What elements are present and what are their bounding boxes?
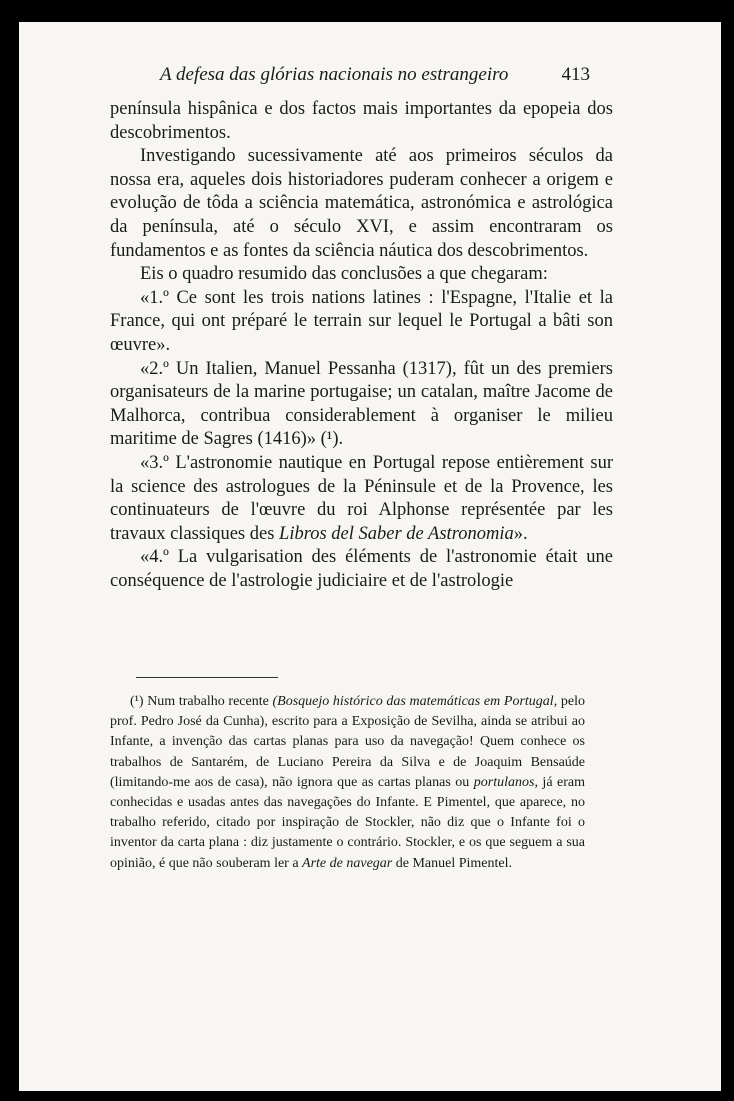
footnote-1-marker: (¹) Num trabalho recente — [130, 694, 273, 709]
page-number: 413 — [561, 64, 590, 85]
quote-3-text: «3.º L'astronomie nautique en Portugal repose entièrement sur la science des astrologues de la Péninsule et de la Provence, les continuateurs de l'œuvre du roi Alphonse représentée par les travaux classiques des — [110, 452, 613, 544]
paragraph-1: península hispânica e dos factos mais importantes da epopeia dos descobrimentos. — [110, 99, 613, 143]
footnote-1-title: (Bosquejo histórico das matemáticas em Portugal — [272, 694, 554, 709]
footnote-divider — [136, 677, 278, 678]
footnote-1-arte: Arte de navegar — [302, 855, 393, 871]
footnote-1-end: de Manuel Pimentel. — [392, 855, 513, 871]
quote-2: «2.º Un Italien, Manuel Pessanha (1317), fût un des premiers organisateurs de la marine portugaise; un catalan, maître Jacome de Malhorca, contribua considerablement à organiser le milieu maritime de Sagres (1416)» (¹). — [110, 358, 613, 450]
footnote-1-text: , pelo prof. Pedro José da Cunha), escrito para a Exposição de Sevilha, ainda se atribui ao Infante, a invenção das cartas planas para uso da navegação! Quem conhece os trabalhos de Santarém, de Luciano Pereira da Silva e de Joaquim Bensaúde (limitando-me aos de casa), não ignora que as cartas planas ou — [110, 694, 585, 790]
running-title: A defesa das glórias nacionais no estrangeiro — [160, 64, 509, 85]
quote-4: «4.º La vulgarisation des éléments de l'astronomie était une conséquence de l'astrologie judiciaire et de l'astrologie — [110, 547, 613, 591]
quote-3-end: ». — [513, 523, 528, 544]
main-text — [110, 98, 613, 593]
paragraph-2: Investigando sucessivamente até aos primeiros séculos da nossa era, aqueles dois historiadores puderam conhecer a origem e evolução de tôda a sciência matemática, astronómica e astrológica da península, até o século XVI, e assim encontraram os fundamentos e as fontes da sciência náutica dos descobrimentos. — [110, 146, 613, 261]
footnote-1-portulanos: portulanos — [473, 774, 535, 790]
book-title-libros: Libros del Saber de Astronomia — [279, 523, 514, 544]
paragraph-3: Eis o quadro resumido das conclusões a que chegaram: — [140, 264, 548, 285]
footnote-1 — [110, 692, 585, 874]
page-header — [150, 64, 590, 90]
quote-3 — [110, 452, 613, 546]
footnote — [110, 692, 585, 874]
quote-1: «1.º Ce sont les trois nations latines : l'Espagne, l'Italie et la France, qui ont préparé le terrain sur lequel le Portugal a bâti son œuvre». — [110, 287, 613, 355]
footnote-1-text-2: , já eram conhecidas e usadas antes das navegações do Infante. E Pimentel, que aparece, no trabalho referido, citado por inspiração de Stockler, não diz que o Infante foi o inventor da carta plana : diz justamente o contrário. Stockler, e os que seguem a sua opinião, é que não souberam ler a — [110, 774, 585, 871]
